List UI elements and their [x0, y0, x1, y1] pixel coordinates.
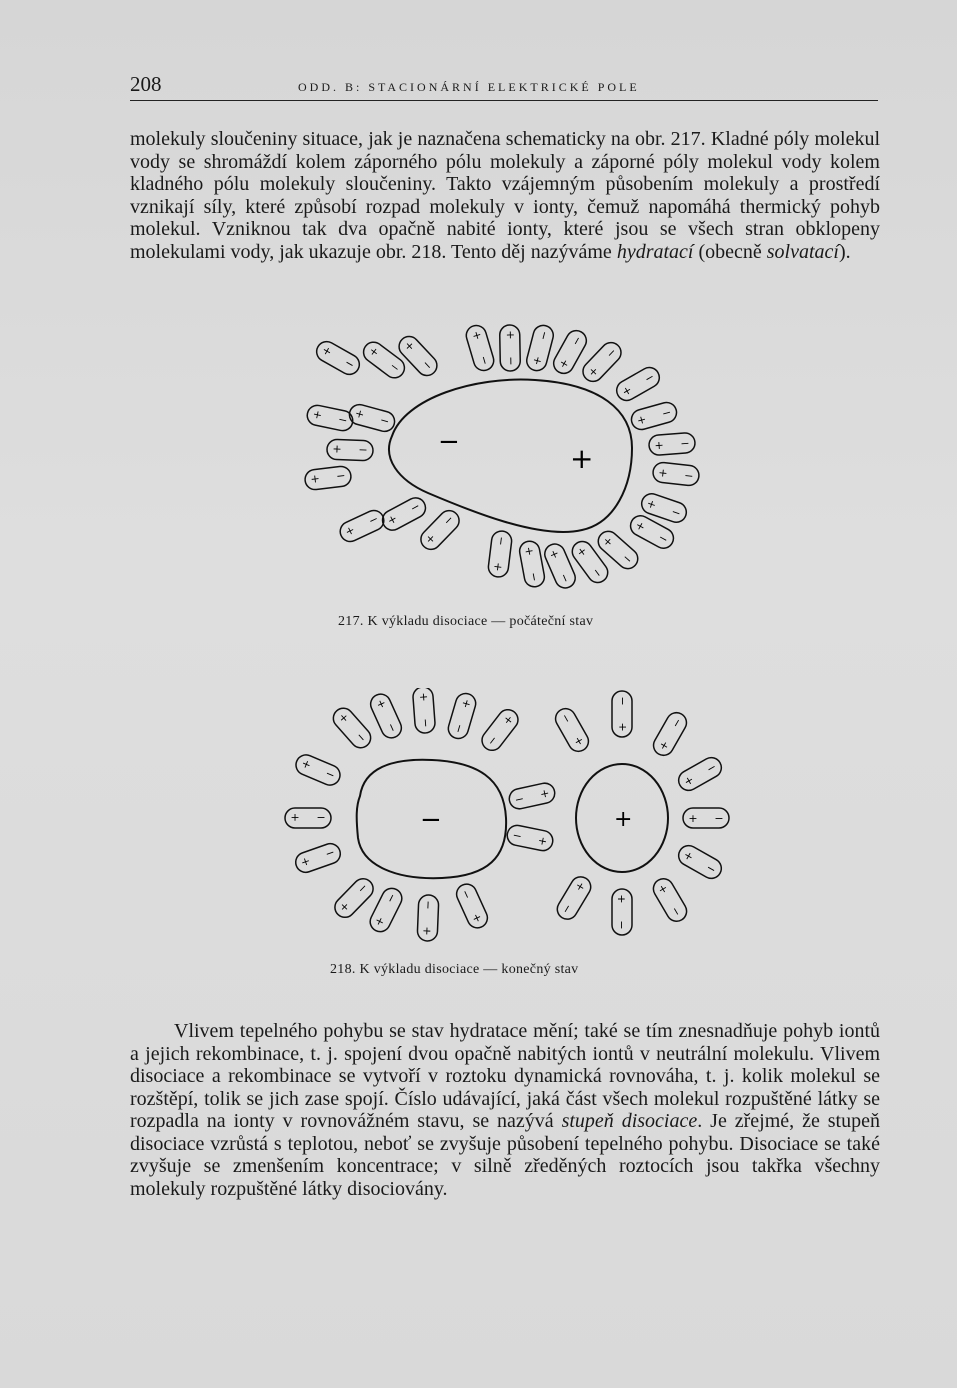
water-dipole — [525, 323, 556, 373]
dipole-minus: − — [703, 860, 719, 877]
figure-217-caption: 217. K výkladu disociace — počáteční stav — [338, 614, 594, 629]
paragraph-1-text-3: ). — [838, 240, 851, 263]
dipole-minus: − — [353, 729, 369, 746]
dipole-minus: − — [615, 920, 628, 930]
term-hydratace: hydratací — [616, 240, 694, 263]
dipole-minus: − — [513, 791, 526, 807]
water-dipole — [612, 691, 632, 737]
dipole-plus: + — [299, 854, 313, 870]
water-dipole — [305, 404, 354, 433]
dipole-plus: + — [311, 407, 324, 423]
paragraph-1-text-2: (obecně — [693, 240, 767, 263]
water-dipole — [347, 402, 397, 433]
dipole-minus: − — [511, 828, 523, 844]
dipole-plus: + — [657, 466, 669, 481]
dipole-minus: − — [323, 766, 337, 783]
dipole-plus: + — [635, 412, 648, 428]
dipole-plus: + — [503, 330, 517, 340]
dipole-minus: − — [668, 904, 685, 919]
dipole-minus: − — [558, 901, 575, 917]
dipole-minus: − — [358, 443, 368, 457]
dipole-minus: − — [378, 413, 391, 429]
water-dipole — [331, 875, 377, 922]
dipole-minus: − — [642, 370, 657, 386]
water-dipole — [500, 325, 521, 371]
dipole-minus: − — [458, 887, 474, 902]
dipole-plus: + — [585, 363, 602, 380]
water-dipole — [518, 540, 546, 589]
dipole-minus: − — [589, 565, 606, 581]
dipole-plus: + — [500, 712, 517, 728]
dipole-plus: + — [600, 533, 616, 550]
dipole-plus: + — [655, 881, 671, 897]
dipole-plus: + — [458, 697, 474, 710]
water-dipole — [613, 364, 663, 404]
dipole-minus: − — [451, 722, 467, 735]
water-dipole — [395, 332, 441, 379]
dipole-plus: + — [336, 899, 353, 915]
dipole-minus: − — [556, 571, 573, 585]
dipole-plus: + — [546, 547, 563, 562]
water-dipole — [329, 704, 375, 752]
water-dipole — [487, 530, 512, 578]
page-number: 208 — [130, 72, 162, 96]
water-dipole — [505, 824, 554, 853]
dipole-minus: − — [660, 405, 673, 421]
dipole-minus: − — [714, 812, 724, 825]
dipole-minus: − — [494, 535, 509, 547]
dipole-minus: − — [440, 512, 457, 529]
water-dipole — [675, 754, 725, 794]
dipole-minus: − — [387, 359, 403, 376]
water-dipole — [337, 507, 387, 545]
dipole-minus: − — [383, 891, 400, 906]
dipole-minus: − — [536, 329, 552, 342]
water-dipole — [453, 881, 490, 931]
water-dipole — [446, 691, 478, 741]
dipole-plus: + — [570, 733, 587, 749]
dipole-minus: − — [704, 760, 719, 776]
dipole-plus: + — [299, 756, 313, 773]
dipole-minus: − — [616, 696, 629, 706]
paragraph-1-text: molekuly sloučeniny situace, jak je naznačena schematicky na obr. 217. Kladné póly molekul vody se shromáždí kolem záporného pólu molekuly a záporné póly molekul vody kolem kladného pólu molekuly sloučeniny. Takto vzájemným působením molekuly a prostředí vznikají síly, které způsobí rozpad molekuly v ionty, čemuž napomáhá thermický pohyb molekul. Vzniknou tak dva opačně nabité ionty, které jsou se všech stran obklopeny molekulami vody, jak ukazuje obr. 218. Tento děj nazýváme — [130, 128, 880, 263]
dipole-plus: + — [490, 561, 505, 573]
water-dipole — [650, 709, 690, 759]
water-dipole — [629, 400, 679, 432]
dipole-minus: − — [408, 499, 423, 516]
term-stupen-disociace: stupeň disociace — [561, 1110, 698, 1132]
water-dipole — [478, 706, 522, 755]
water-dipole — [552, 705, 592, 755]
figure-218-diagram — [282, 688, 742, 958]
dipole-minus: − — [683, 468, 695, 483]
water-dipole — [285, 808, 331, 828]
water-dipole — [683, 808, 729, 828]
dipole-plus: + — [332, 442, 342, 456]
dipole-minus: − — [568, 333, 585, 349]
water-dipole — [612, 889, 632, 935]
dipole-minus: − — [668, 715, 685, 731]
dipole-plus: + — [619, 382, 635, 399]
water-dipole — [360, 338, 409, 382]
water-dipole — [627, 512, 677, 552]
dipole-minus: − — [504, 356, 518, 366]
water-dipole — [412, 688, 435, 734]
water-dipole — [554, 873, 595, 923]
dipole-plus: + — [290, 811, 300, 824]
water-dipole — [550, 327, 590, 377]
dipole-plus: + — [319, 343, 335, 360]
dipole-plus: + — [556, 356, 573, 371]
water-dipole — [304, 465, 352, 490]
dipole-minus: − — [336, 412, 349, 428]
dipole-minus: − — [526, 571, 542, 583]
dipole-minus: − — [335, 468, 347, 483]
paragraph-2-text-2: . Je zřejmé, že stupeň disociace vzrůstá s teplotou, neboť se zvyšuje působení tepelného pohybu. Disociace se také zvyšuje se zmenšením koncentrace; v silně zředěných roztocích jsou takřka všechny molekuly rozpuštěné látky disociovány. — [130, 1110, 880, 1200]
dipole-plus: + — [681, 848, 696, 864]
page-header — [130, 72, 878, 101]
water-dipole — [507, 781, 556, 810]
dipole-plus: + — [521, 545, 537, 558]
dipole-minus: − — [316, 811, 326, 824]
water-dipoles-218 — [285, 688, 729, 941]
figure-217-diagram — [300, 318, 710, 598]
dipole-minus: − — [342, 356, 357, 372]
water-dipole — [327, 439, 374, 461]
dipole-minus: − — [619, 551, 636, 567]
dipole-minus: − — [354, 880, 371, 897]
dipole-plus: + — [653, 438, 665, 453]
dipole-minus: − — [484, 732, 501, 749]
dipole-plus: + — [371, 914, 388, 929]
cation-sign: + — [614, 807, 633, 832]
paragraph-1 — [130, 128, 880, 263]
water-dipole — [464, 323, 496, 373]
figure-218-caption: 218. K výkladu disociace — konečný stav — [330, 962, 579, 977]
water-dipole — [313, 338, 363, 378]
dipole-plus: + — [373, 697, 389, 711]
running-head: ODD. B: STACIONÁRNÍ ELEKTRICKÉ POLE — [298, 80, 640, 94]
paragraph-2 — [130, 1020, 880, 1200]
molecule-minus-sign: − — [438, 427, 460, 457]
dipole-plus: + — [681, 772, 697, 789]
dipole-minus: − — [669, 505, 683, 521]
water-dipole — [293, 752, 343, 788]
water-dipoles-217 — [304, 323, 700, 591]
dipole-plus: + — [366, 343, 382, 360]
dipole-plus: + — [353, 406, 366, 422]
dipole-plus: + — [343, 523, 357, 539]
water-dipole — [650, 875, 690, 925]
dipole-minus: − — [421, 900, 435, 910]
molecule-plus-sign: + — [570, 442, 594, 475]
dipole-plus: + — [416, 691, 431, 703]
dipole-plus: + — [633, 518, 648, 535]
dipole-minus: − — [323, 845, 337, 861]
dipole-plus: + — [615, 894, 628, 904]
dipole-plus: + — [401, 338, 418, 354]
dipole-minus: − — [603, 345, 620, 361]
dipole-plus: + — [538, 786, 551, 802]
water-dipole — [639, 491, 689, 525]
dipole-plus: + — [536, 833, 549, 849]
term-solvatace: solvatací — [766, 240, 839, 263]
dipole-minus: − — [418, 717, 433, 729]
water-dipole — [293, 841, 343, 875]
dipole-minus: − — [476, 354, 492, 367]
dipole-minus: − — [366, 512, 381, 528]
dipole-plus: + — [469, 329, 485, 342]
dipole-plus: + — [422, 531, 439, 547]
dipole-minus: − — [558, 711, 574, 726]
dipole-plus: + — [688, 812, 698, 825]
dipole-minus: − — [383, 720, 400, 735]
water-dipole — [652, 462, 700, 487]
anion-sign: − — [420, 805, 442, 835]
dipole-plus: + — [656, 738, 672, 753]
dipole-minus: − — [679, 436, 691, 451]
paragraph-2-text: Vlivem tepelného pohybu se stav hydratace mění; také se tím znesnadňuje pohyb iontů a jejich rekombinace, t. j. spojení dvou opačně nabitých iontů v neutrální molekulu. Vlivem disociace a rekombinace se vytvoří v roztoku dynamická rovnováha, t. j. kolik molekul se rozštěpí, tolik se jich zase spojí. Číslo udávající, jaká část všech molekul rozpuštěné látky se rozpadla na ionty v rovnovážném stavu, se nazývá — [130, 1020, 880, 1132]
dipole-plus: + — [529, 354, 545, 367]
dipole-plus: + — [420, 926, 434, 936]
dipole-plus: + — [335, 710, 352, 726]
dipole-plus: + — [309, 472, 321, 487]
dipole-plus: + — [645, 496, 659, 512]
dipole-plus: + — [385, 511, 400, 528]
water-dipole — [379, 494, 429, 533]
dipole-plus: + — [616, 722, 629, 732]
water-dipole — [675, 842, 725, 882]
dipole-minus: − — [656, 530, 671, 547]
dipole-plus: + — [572, 879, 589, 894]
dipole-plus: + — [469, 911, 485, 925]
water-dipole — [648, 432, 695, 455]
water-dipole — [367, 691, 404, 741]
water-dipole — [417, 895, 439, 942]
dipole-minus: − — [419, 357, 436, 373]
dipole-plus: + — [573, 544, 590, 560]
